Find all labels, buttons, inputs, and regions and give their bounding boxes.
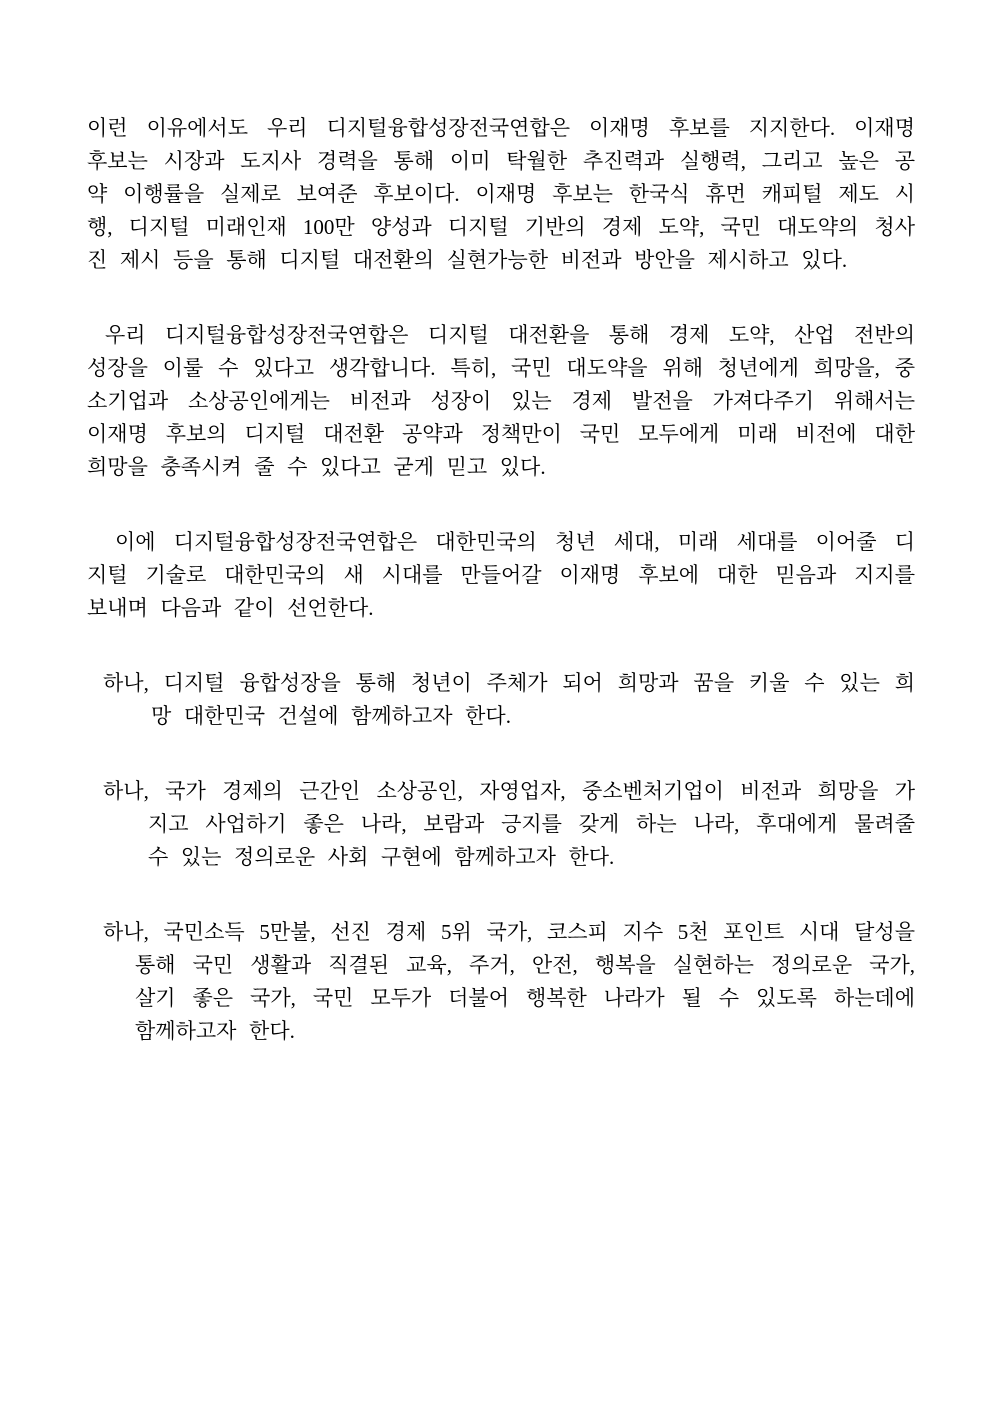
belief-paragraph [87, 319, 915, 484]
declaration-lead-paragraph-line-2: 지털 기술로 대한민국의 새 시대를 만들어갈 이재명 후보에 대한 믿음과 지지를 [87, 563, 915, 587]
declaration-lead-paragraph-line-1: 이에 디지털융합성장전국연합은 대한민국의 청년 세대, 미래 세대를 이어줄 디 [115, 530, 915, 554]
pledge-item-1-line-2: 망 대한민국 건설에 함께하고자 한다. [151, 704, 511, 728]
belief-paragraph-line-2: 성장을 이룰 수 있다고 생각합니다. 특히, 국민 대도약을 위해 청년에게 희망을, 중 [87, 356, 915, 380]
pledge-item-3-line-2: 통해 국민 생활과 직결된 교육, 주거, 안전, 행복을 실현하는 정의로운 국가, [135, 953, 915, 977]
support-intro-paragraph-line-3: 약 이행률을 실제로 보여준 후보이다. 이재명 후보는 한국식 휴먼 캐피털 제도 시 [87, 182, 915, 206]
support-intro-paragraph-line-2: 후보는 시장과 도지사 경력을 통해 이미 탁월한 추진력과 실행력, 그리고 높은 공 [87, 149, 915, 173]
belief-paragraph-line-4: 이재명 후보의 디지털 대전환 공약과 정책만이 국민 모두에게 미래 비전에 대한 [87, 422, 915, 446]
pledge-item-1-line-1: 하나, 디지털 융합성장을 통해 청년이 주체가 되어 희망과 꿈을 키울 수 있는 희 [103, 671, 915, 695]
support-intro-paragraph [87, 112, 915, 277]
pledge-item-2 [87, 775, 915, 874]
belief-paragraph-line-5: 희망을 충족시켜 줄 수 있다고 굳게 믿고 있다. [87, 455, 546, 479]
pledge-item-2-line-2: 지고 사업하기 좋은 나라, 보람과 긍지를 갖게 하는 나라, 후대에게 물려줄 [148, 812, 915, 836]
declaration-lead-paragraph [87, 526, 915, 625]
pledge-item-2-line-1: 하나, 국가 경제의 근간인 소상공인, 자영업자, 중소벤처기업이 비전과 희망을 가 [103, 779, 915, 803]
pledge-item-1 [87, 667, 915, 733]
pledge-item-2-line-3: 수 있는 정의로운 사회 구현에 함께하고자 한다. [148, 845, 615, 869]
support-intro-paragraph-line-4: 행, 디지털 미래인재 100만 양성과 디지털 기반의 경제 도약, 국민 대도약의 청사 [87, 215, 915, 239]
pledge-item-3 [87, 916, 915, 1048]
support-intro-paragraph-line-5: 진 제시 등을 통해 디지털 대전환의 실현가능한 비전과 방안을 제시하고 있다. [87, 248, 848, 272]
pledge-item-3-line-3: 살기 좋은 국가, 국민 모두가 더불어 행복한 나라가 될 수 있도록 하는데에 [135, 986, 915, 1010]
belief-paragraph-line-3: 소기업과 소상공인에게는 비전과 성장이 있는 경제 발전을 가져다주기 위해서는 [87, 389, 915, 413]
support-intro-paragraph-line-1: 이런 이유에서도 우리 디지털융합성장전국연합은 이재명 후보를 지지한다. 이재명 [87, 116, 915, 140]
pledge-item-3-line-4: 함께하고자 한다. [135, 1019, 295, 1043]
declaration-lead-paragraph-line-3: 보내며 다음과 같이 선언한다. [87, 596, 374, 620]
belief-paragraph-line-1: 우리 디지털융합성장전국연합은 디지털 대전환을 통해 경제 도약, 산업 전반의 [105, 323, 915, 347]
pledge-item-3-line-1: 하나, 국민소득 5만불, 선진 경제 5위 국가, 코스피 지수 5천 포인트 시대 달성을 [103, 920, 915, 944]
